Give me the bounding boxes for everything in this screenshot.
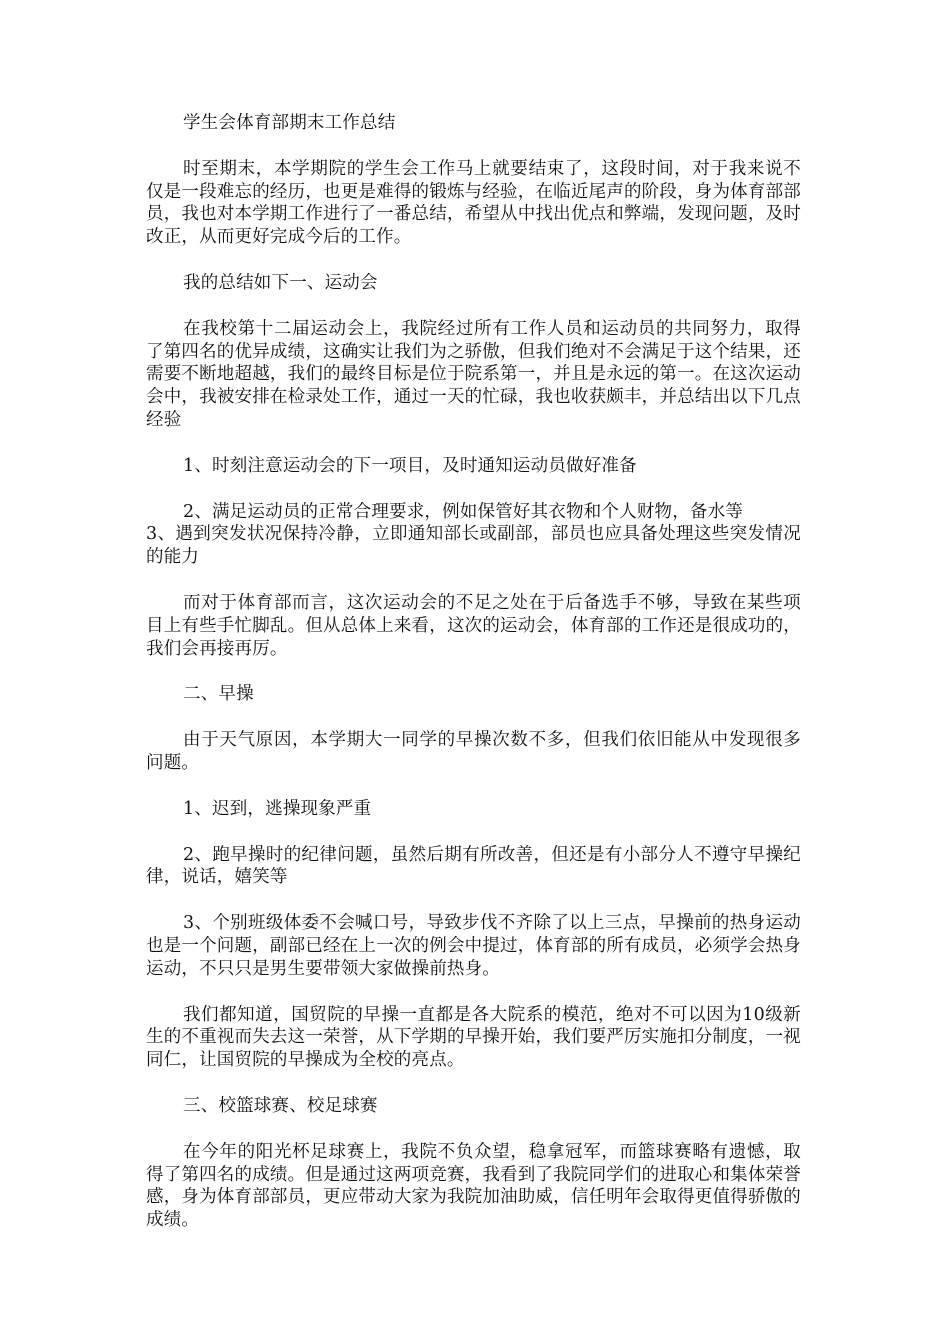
paragraph-point-2: 2、满足运动员的正常合理要求，例如保管好其衣物和个人财物，备水等 <box>183 501 744 522</box>
paragraph-point-1: 1、时刻注意运动会的下一项目，及时通知运动员做好准备 <box>183 455 637 476</box>
paragraph-morning-point-2: 2、跑早操时的纪律问题，虽然后期有所改善，但还是有小部分人不遵守早操纪律，说话，嬉笑等 <box>146 844 801 888</box>
section-heading-ball-games: 三、校篮球赛、校足球赛 <box>183 1095 378 1116</box>
paragraph-ball-games: 在今年的阳光杯足球赛上，我院不负众望，稳拿冠军，而篮球赛略有遗憾，取得了第四名的成绩。但是通过这两项竞赛，我看到了我院同学们的进取心和集体荣誉感，身为体育部部员，更应带动大家为我院加油助威，信任明年会取得更值得骄傲的成绩。 <box>146 1141 801 1231</box>
paragraph-morning-point-3: 3、个别班级体委不会喊口号，导致步伐不齐除了以上三点，早操前的热身运动也是一个问题，副部已经在上一次的例会中提过，体育部的所有成员，必须学会热身运动，不只只是男生要带领大家做操前热身。 <box>146 913 801 979</box>
paragraph-morning-conclusion: 我们都知道，国贸院的早操一直都是各大院系的模范，绝对不可以因为10级新生的不重视而失去这一荣誉，从下学期的早操开始，我们要严厉实施扣分制度，一视同仁，让国贸院的早操成为全校的亮点。 <box>146 1004 801 1071</box>
paragraph-department-review: 而对于体育部而言，这次运动会的不足之处在于后备选手不够，导致在某些项目上有些手忙脚乱。但从总体上来看，这次的运动会，体育部的工作还是很成功的，我们会再接再厉。 <box>146 592 801 659</box>
paragraph-sports-meet: 在我校第十二届运动会上，我院经过所有工作人员和运动员的共同努力，取得了第四名的优异成绩，这确实让我们为之骄傲，但我们绝对不会满足于这个结果，还需要不断地超越，我们的最终目标是位于院系第一，并且是永远的第一。在这次运动会中，我被安排在检录处工作，通过一天的忙碌，我也收获颇丰，并总结出以下几点经验 <box>146 318 801 430</box>
section-heading-morning-exercise: 二、早操 <box>183 684 254 705</box>
paragraph-morning-point-1: 1、迟到，逃操现象严重 <box>183 798 372 819</box>
document-page <box>146 112 801 1255</box>
paragraph-intro: 时至期末，本学期院的学生会工作马上就要结束了，这段时间，对于我来说不仅是一段难忘的经历，也更是难得的锻炼与经验，在临近尾声的阶段，身为体育部部员，我也对本学期工作进行了一番总结，希望从中找出优点和弊端，发现问题，及时改正，从而更好完成今后的工作。 <box>146 158 801 248</box>
document-title: 学生会体育部期末工作总结 <box>183 113 396 133</box>
paragraph-morning-intro: 由于天气原因，本学期大一同学的早操次数不多，但我们依旧能从中发现很多问题。 <box>146 730 801 773</box>
paragraph-summary-heading: 我的总结如下一、运动会 <box>183 272 378 293</box>
paragraph-point-3: 3、遇到突发状况保持冷静，立即通知部长或副部，部员也应具备处理这些突发情况的能力 <box>146 524 801 568</box>
